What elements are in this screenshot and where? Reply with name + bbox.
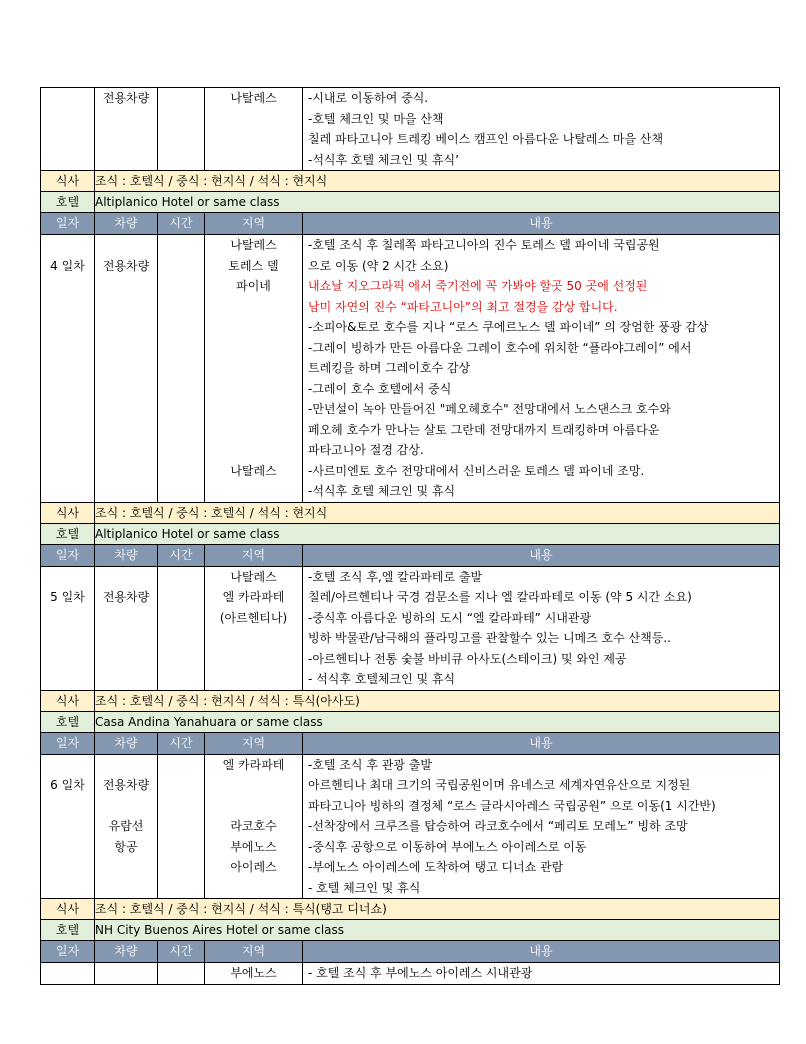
day-line bbox=[41, 567, 94, 588]
meal-value: 조식 : 호텔식 / 중식 : 현지식 / 석식 : 현지식 bbox=[95, 171, 780, 192]
column-header: 차량 bbox=[95, 732, 158, 754]
content-line: 으로 이동 (약 2 시간 소요) bbox=[308, 258, 449, 273]
content-cell bbox=[303, 88, 780, 171]
vehicle-line: 전용차량 bbox=[102, 778, 150, 792]
day-line bbox=[41, 276, 94, 297]
content-cell bbox=[303, 754, 780, 899]
hotel-label: 호텔 bbox=[41, 523, 95, 544]
content-line: -사르미엔토 호수 전망대에서 신비스러운 토레스 델 파이네 조망. bbox=[308, 463, 645, 478]
content-line: -그레이 빙하가 만든 아름다운 그레이 호수에 위치한 “플라야그레이” 에서 bbox=[308, 340, 692, 355]
day-line bbox=[41, 608, 94, 629]
content-line: 트레킹을 하며 그레이호수 감상 bbox=[308, 361, 471, 375]
region-line: 나탈레스 bbox=[230, 463, 277, 478]
vehicle-line bbox=[95, 461, 157, 482]
table-header-row bbox=[41, 544, 780, 566]
content-line: 파타고니아 절경 감상. bbox=[308, 443, 424, 457]
time-cell bbox=[158, 566, 205, 690]
region-line: 부에노스 bbox=[230, 966, 277, 980]
day-line bbox=[41, 481, 94, 502]
day-line bbox=[41, 399, 94, 420]
region-line bbox=[205, 399, 302, 420]
day-line bbox=[41, 358, 94, 379]
vehicle-line: 유람선 bbox=[108, 819, 144, 833]
day-line: 6 일차 bbox=[50, 778, 85, 792]
region-cell bbox=[205, 88, 303, 171]
meal-label: 식사 bbox=[41, 171, 95, 192]
vehicle-line bbox=[95, 481, 157, 502]
day-line bbox=[41, 816, 94, 837]
meal-value: 조식 : 호텔식 / 중식 : 호텔식 / 석식 : 현지식 bbox=[95, 502, 780, 523]
day-line bbox=[41, 649, 94, 670]
day-cell bbox=[41, 235, 95, 503]
region-cell bbox=[205, 566, 303, 690]
region-line bbox=[205, 297, 302, 318]
meal-value: 조식 : 호텔식 / 중식 : 현지식 / 석식 : 특식(탱고 디너쇼) bbox=[95, 899, 780, 920]
day-line: 4 일차 bbox=[50, 258, 85, 273]
content-line: -선착장에서 크루즈를 탑승하여 라코호수에서 “페리토 모레노” 빙하 조망 bbox=[308, 819, 688, 833]
region-line bbox=[205, 796, 302, 817]
region-line: 라코호수 bbox=[230, 819, 277, 833]
content-line: 파타고니아 빙하의 결정체 “로스 글라시아레스 국립공원” 으로 이동(1 시간반) bbox=[308, 798, 716, 813]
region-line bbox=[205, 109, 302, 130]
vehicle-cell bbox=[95, 963, 158, 985]
region-line bbox=[205, 379, 302, 400]
vehicle-line bbox=[95, 358, 157, 379]
vehicle-line bbox=[95, 755, 157, 776]
column-header: 내용 bbox=[303, 213, 780, 235]
table-header-row bbox=[41, 732, 780, 754]
day-line bbox=[41, 129, 94, 150]
content-cell bbox=[303, 963, 780, 985]
region-line bbox=[205, 317, 302, 338]
day-row bbox=[41, 235, 780, 503]
column-header: 시간 bbox=[158, 732, 205, 754]
content-line: -소피아&토로 호수를 지나 “로스 쿠에르노스 델 파이네” 의 장엄한 풍광 감상 bbox=[308, 320, 709, 334]
content-line: 남미 자연의 진수 “파타고니아”의 최고 절경을 감상 합니다. bbox=[308, 299, 618, 314]
meal-label: 식사 bbox=[41, 502, 95, 523]
vehicle-line bbox=[95, 379, 157, 400]
column-header: 지역 bbox=[205, 544, 303, 566]
meal-value: 조식 : 호텔식 / 중식 : 현지식 / 석식 : 특식(아사도) bbox=[95, 690, 780, 711]
day-row bbox=[41, 566, 780, 690]
hotel-row bbox=[41, 523, 780, 544]
column-header: 일자 bbox=[41, 941, 95, 963]
vehicle-line bbox=[95, 297, 157, 318]
itinerary-table bbox=[40, 87, 780, 985]
region-line bbox=[205, 878, 302, 899]
day-line bbox=[41, 338, 94, 359]
meal-label: 식사 bbox=[41, 690, 95, 711]
day-line bbox=[41, 420, 94, 441]
day-line bbox=[41, 150, 94, 171]
region-line bbox=[205, 669, 302, 690]
column-header: 차량 bbox=[95, 941, 158, 963]
content-cell bbox=[303, 235, 780, 503]
region-line bbox=[205, 150, 302, 171]
column-header: 내용 bbox=[303, 732, 780, 754]
column-header: 일자 bbox=[41, 213, 95, 235]
column-header: 내용 bbox=[303, 941, 780, 963]
vehicle-line bbox=[95, 235, 157, 256]
column-header: 지역 bbox=[205, 732, 303, 754]
content-line: 아르헨티나 최대 크기의 국립공원이며 유네스코 세계자연유산으로 지정된 bbox=[308, 778, 691, 792]
region-line bbox=[205, 649, 302, 670]
day-line bbox=[41, 297, 94, 318]
content-line: -중식후 아름다운 빙하의 도시 “엘 칼라파테” 시내관광 bbox=[308, 610, 592, 625]
hotel-value: Casa Andina Yanahuara or same class bbox=[95, 711, 780, 732]
vehicle-line bbox=[95, 129, 157, 150]
content-line: 칠레/아르헨티나 국경 검문소를 지나 엘 칼라파테로 이동 (약 5 시간 소요) bbox=[308, 590, 692, 604]
content-line: -시내로 이동하여 중식. bbox=[308, 91, 429, 105]
time-cell bbox=[158, 88, 205, 171]
time-cell bbox=[158, 235, 205, 503]
day-line bbox=[41, 837, 94, 858]
region-line: 나탈레스 bbox=[230, 91, 277, 105]
region-line: 나탈레스 bbox=[230, 569, 277, 584]
content-line: 페오헤 호수가 만나는 살토 그란데 전망대까지 트래킹하며 아름다운 bbox=[308, 422, 660, 437]
day-line bbox=[41, 109, 94, 130]
vehicle-cell bbox=[95, 566, 158, 690]
region-line bbox=[205, 628, 302, 649]
day-line bbox=[41, 669, 94, 690]
meal-label: 식사 bbox=[41, 899, 95, 920]
region-line: 아이레스 bbox=[230, 860, 277, 874]
region-line: 엘 카라파테 bbox=[222, 590, 285, 604]
content-line: -호텔 조식 후 칠레쪽 파타고니아의 진수 토레스 델 파이네 국립공원 bbox=[308, 238, 660, 252]
column-header: 시간 bbox=[158, 213, 205, 235]
column-header: 차량 bbox=[95, 213, 158, 235]
hotel-label: 호텔 bbox=[41, 920, 95, 941]
region-line: 엘 카라파테 bbox=[222, 757, 285, 772]
region-line: 파이네 bbox=[236, 279, 271, 293]
content-line: - 석식후 호텔체크인 및 휴식 bbox=[308, 672, 456, 686]
column-header: 일자 bbox=[41, 544, 95, 566]
content-line: - 호텔 조식 후 부에노스 아이레스 시내관광 bbox=[308, 966, 533, 980]
day-cell bbox=[41, 566, 95, 690]
content-cell bbox=[303, 566, 780, 690]
vehicle-line bbox=[95, 669, 157, 690]
region-line: 부에노스 bbox=[230, 839, 277, 854]
meal-row bbox=[41, 171, 780, 192]
region-line bbox=[205, 358, 302, 379]
hotel-value: Altiplanico Hotel or same class bbox=[95, 192, 780, 213]
day-line bbox=[41, 379, 94, 400]
content-line: -석식후 호텔 체크인 및 휴식’ bbox=[308, 152, 459, 167]
day-line bbox=[41, 461, 94, 482]
day-cell bbox=[41, 963, 95, 985]
time-cell bbox=[158, 963, 205, 985]
time-cell bbox=[158, 754, 205, 899]
day-cell bbox=[41, 754, 95, 899]
hotel-label: 호텔 bbox=[41, 711, 95, 732]
column-header: 차량 bbox=[95, 544, 158, 566]
region-line bbox=[205, 129, 302, 150]
column-header: 일자 bbox=[41, 732, 95, 754]
content-line: 내쇼날 지오그라픽 에서 죽기전에 꼭 가봐야 할곳 50 곳에 선정된 bbox=[308, 279, 648, 293]
vehicle-line bbox=[95, 963, 157, 984]
region-line bbox=[205, 338, 302, 359]
day-line bbox=[41, 878, 94, 899]
content-line: -부에노스 아이레스에 도착하여 탱고 디너쇼 관람 bbox=[308, 860, 564, 874]
meal-row bbox=[41, 690, 780, 711]
vehicle-cell bbox=[95, 754, 158, 899]
region-line bbox=[205, 481, 302, 502]
vehicle-line bbox=[95, 878, 157, 899]
vehicle-line bbox=[95, 649, 157, 670]
hotel-row bbox=[41, 711, 780, 732]
region-line: 나탈레스 bbox=[230, 238, 277, 252]
vehicle-line: 전용차량 bbox=[102, 258, 150, 273]
region-line bbox=[205, 775, 302, 796]
vehicle-line bbox=[95, 317, 157, 338]
meal-row bbox=[41, 899, 780, 920]
vehicle-line bbox=[95, 420, 157, 441]
hotel-row bbox=[41, 192, 780, 213]
day-line bbox=[41, 317, 94, 338]
region-line bbox=[205, 440, 302, 461]
content-line: -호텔 체크인 및 마을 산책 bbox=[308, 111, 444, 126]
hotel-value: Altiplanico Hotel or same class bbox=[95, 523, 780, 544]
day-line: 5 일차 bbox=[50, 590, 85, 604]
region-cell bbox=[205, 963, 303, 985]
vehicle-line bbox=[95, 399, 157, 420]
region-cell bbox=[205, 754, 303, 899]
vehicle-line bbox=[95, 857, 157, 878]
content-line: - 호텔 체크인 및 휴식 bbox=[308, 880, 421, 895]
vehicle-line bbox=[95, 567, 157, 588]
vehicle-line: 전용차량 bbox=[102, 590, 150, 604]
content-line: -호텔 조식 후,엘 칼라파테로 출발 bbox=[308, 569, 483, 584]
region-line bbox=[205, 420, 302, 441]
vehicle-line bbox=[95, 796, 157, 817]
region-cell bbox=[205, 235, 303, 503]
content-line: 칠레 파타고니아 트레킹 베이스 캠프인 아름다운 나탈레스 마을 산책 bbox=[308, 132, 664, 146]
vehicle-cell bbox=[95, 88, 158, 171]
content-line: -그레이 호수 호텔에서 중식 bbox=[308, 381, 452, 396]
day-line bbox=[41, 755, 94, 776]
day-line bbox=[41, 796, 94, 817]
day-row bbox=[41, 88, 780, 171]
meal-row bbox=[41, 502, 780, 523]
table-header-row bbox=[41, 213, 780, 235]
column-header: 내용 bbox=[303, 544, 780, 566]
day-row bbox=[41, 754, 780, 899]
region-line: 토레스 델 bbox=[228, 258, 279, 273]
hotel-row bbox=[41, 920, 780, 941]
content-line: 빙하 박물관/남극해의 플라밍고를 관찰할수 있는 니메즈 호수 산책등.. bbox=[308, 631, 671, 645]
table-header-row bbox=[41, 941, 780, 963]
vehicle-line bbox=[95, 338, 157, 359]
day-line bbox=[41, 628, 94, 649]
day-line bbox=[41, 235, 94, 256]
content-line: -석식후 호텔 체크인 및 휴식 bbox=[308, 484, 456, 498]
vehicle-line: 전용차량 bbox=[102, 91, 150, 105]
content-line: -만년설이 녹아 만들어진 "페오헤호수" 전망대에서 노스댄스크 호수와 bbox=[308, 402, 671, 416]
hotel-value: NH City Buenos Aires Hotel or same class bbox=[95, 920, 780, 941]
day-line bbox=[41, 963, 94, 984]
day-line bbox=[41, 88, 94, 109]
column-header: 지역 bbox=[205, 941, 303, 963]
content-line: -중식후 공항으로 이동하여 부에노스 아이레스로 이동 bbox=[308, 839, 587, 854]
day-row bbox=[41, 963, 780, 985]
vehicle-line bbox=[95, 628, 157, 649]
day-line bbox=[41, 440, 94, 461]
vehicle-line bbox=[95, 109, 157, 130]
vehicle-line bbox=[95, 276, 157, 297]
vehicle-line: 항공 bbox=[114, 839, 138, 854]
region-line: (아르헨티나) bbox=[219, 610, 288, 625]
day-cell bbox=[41, 88, 95, 171]
day-line bbox=[41, 857, 94, 878]
hotel-label: 호텔 bbox=[41, 192, 95, 213]
column-header: 지역 bbox=[205, 213, 303, 235]
column-header: 시간 bbox=[158, 544, 205, 566]
vehicle-cell bbox=[95, 235, 158, 503]
column-header: 시간 bbox=[158, 941, 205, 963]
vehicle-line bbox=[95, 150, 157, 171]
vehicle-line bbox=[95, 608, 157, 629]
vehicle-line bbox=[95, 440, 157, 461]
content-line: -아르헨티나 전통 숯불 바비큐 아사도(스테이크) 및 와인 제공 bbox=[308, 651, 627, 666]
content-line: -호텔 조식 후 관광 출발 bbox=[308, 757, 432, 772]
